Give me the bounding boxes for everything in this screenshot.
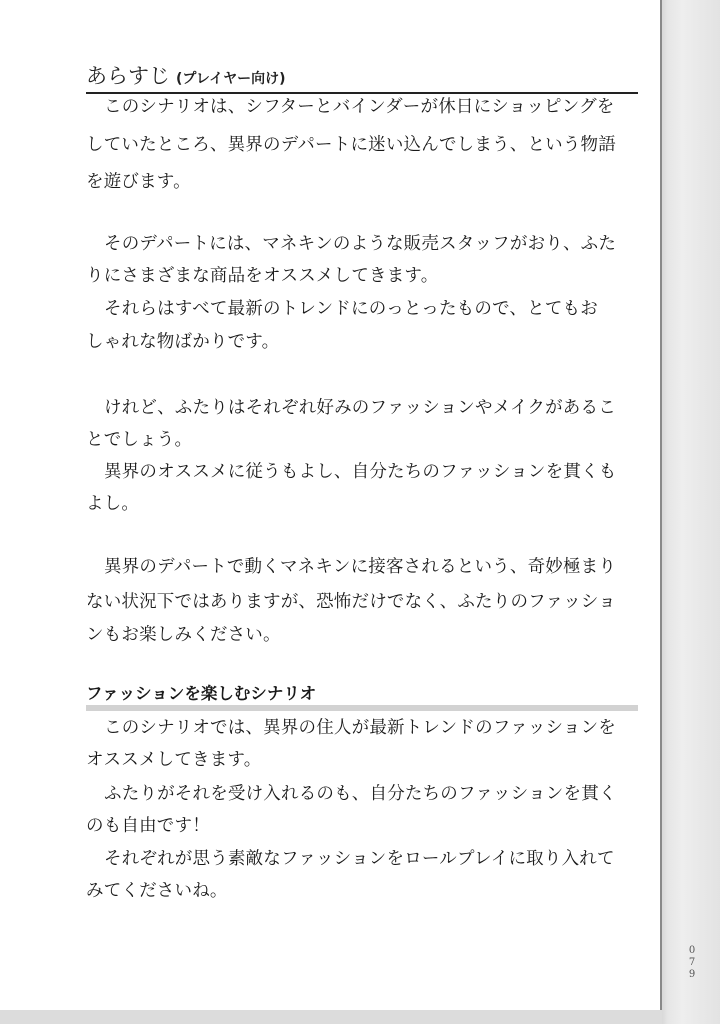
paragraph-line: それぞれが思う素敵なファッションをロールプレイに取り入れて	[104, 849, 615, 869]
paragraph-line: していたところ、異界のデパートに迷い込んでしまう、という物語	[86, 135, 616, 155]
page-number-digit: 0	[688, 945, 696, 956]
page-number-digit: 7	[688, 957, 696, 968]
paragraph-line: このシナリオは、シフターとバインダーが休日にショッピングを	[104, 97, 615, 117]
paragraph-line: を遊びます。	[86, 172, 191, 192]
paragraph-line: しゃれな物ばかりです。	[86, 332, 280, 352]
heading-subtitle: (プレイヤー向け)	[176, 71, 286, 87]
paragraph-line: そのデパートには、マネキンのような販売スタッフがおり、ふた	[104, 234, 617, 254]
paragraph-line: よし。	[86, 494, 140, 514]
paragraph-line: りにさまざまな商品をオススメしてきます。	[86, 266, 439, 286]
paragraph-line: とでしょう。	[86, 430, 193, 450]
paragraph-line: このシナリオでは、異界の住人が最新トレンドのファッションを	[104, 718, 616, 738]
heading-title: ファッションを楽しむシナリオ	[86, 684, 317, 703]
paragraph-line: ない状況下ではありますが、恐怖だけでなく、ふたりのファッショ	[86, 592, 616, 612]
page-number	[685, 945, 699, 981]
paragraph-line: 異界のオススメに従うもよし、自分たちのファッションを貫くも	[104, 462, 617, 482]
paragraph-line: けれど、ふたりはそれぞれ好みのファッションやメイクがあるこ	[104, 398, 616, 418]
paragraph-line: のも自由です！	[86, 816, 210, 836]
paragraph-line: オススメしてきます。	[86, 750, 262, 770]
heading-title: あらすじ	[86, 64, 170, 88]
section-heading-synopsis	[86, 62, 638, 94]
page-number-digit: 9	[688, 969, 696, 980]
page-edge-bottom	[0, 1010, 662, 1024]
paragraph-line: それらはすべて最新のトレンドにのっとったもので、とてもお	[104, 299, 598, 319]
page-edge-right	[660, 0, 720, 1024]
paragraph-line: みてくださいね。	[86, 881, 228, 901]
section-heading-fashion	[86, 683, 638, 711]
paragraph-line: 異界のデパートで動くマネキンに接客されるという、奇妙極まり	[104, 557, 617, 577]
paragraph-line: ふたりがそれを受け入れるのも、自分たちのファッションを貫く	[104, 784, 617, 804]
paragraph-line: ンもお楽しみください。	[86, 625, 281, 645]
